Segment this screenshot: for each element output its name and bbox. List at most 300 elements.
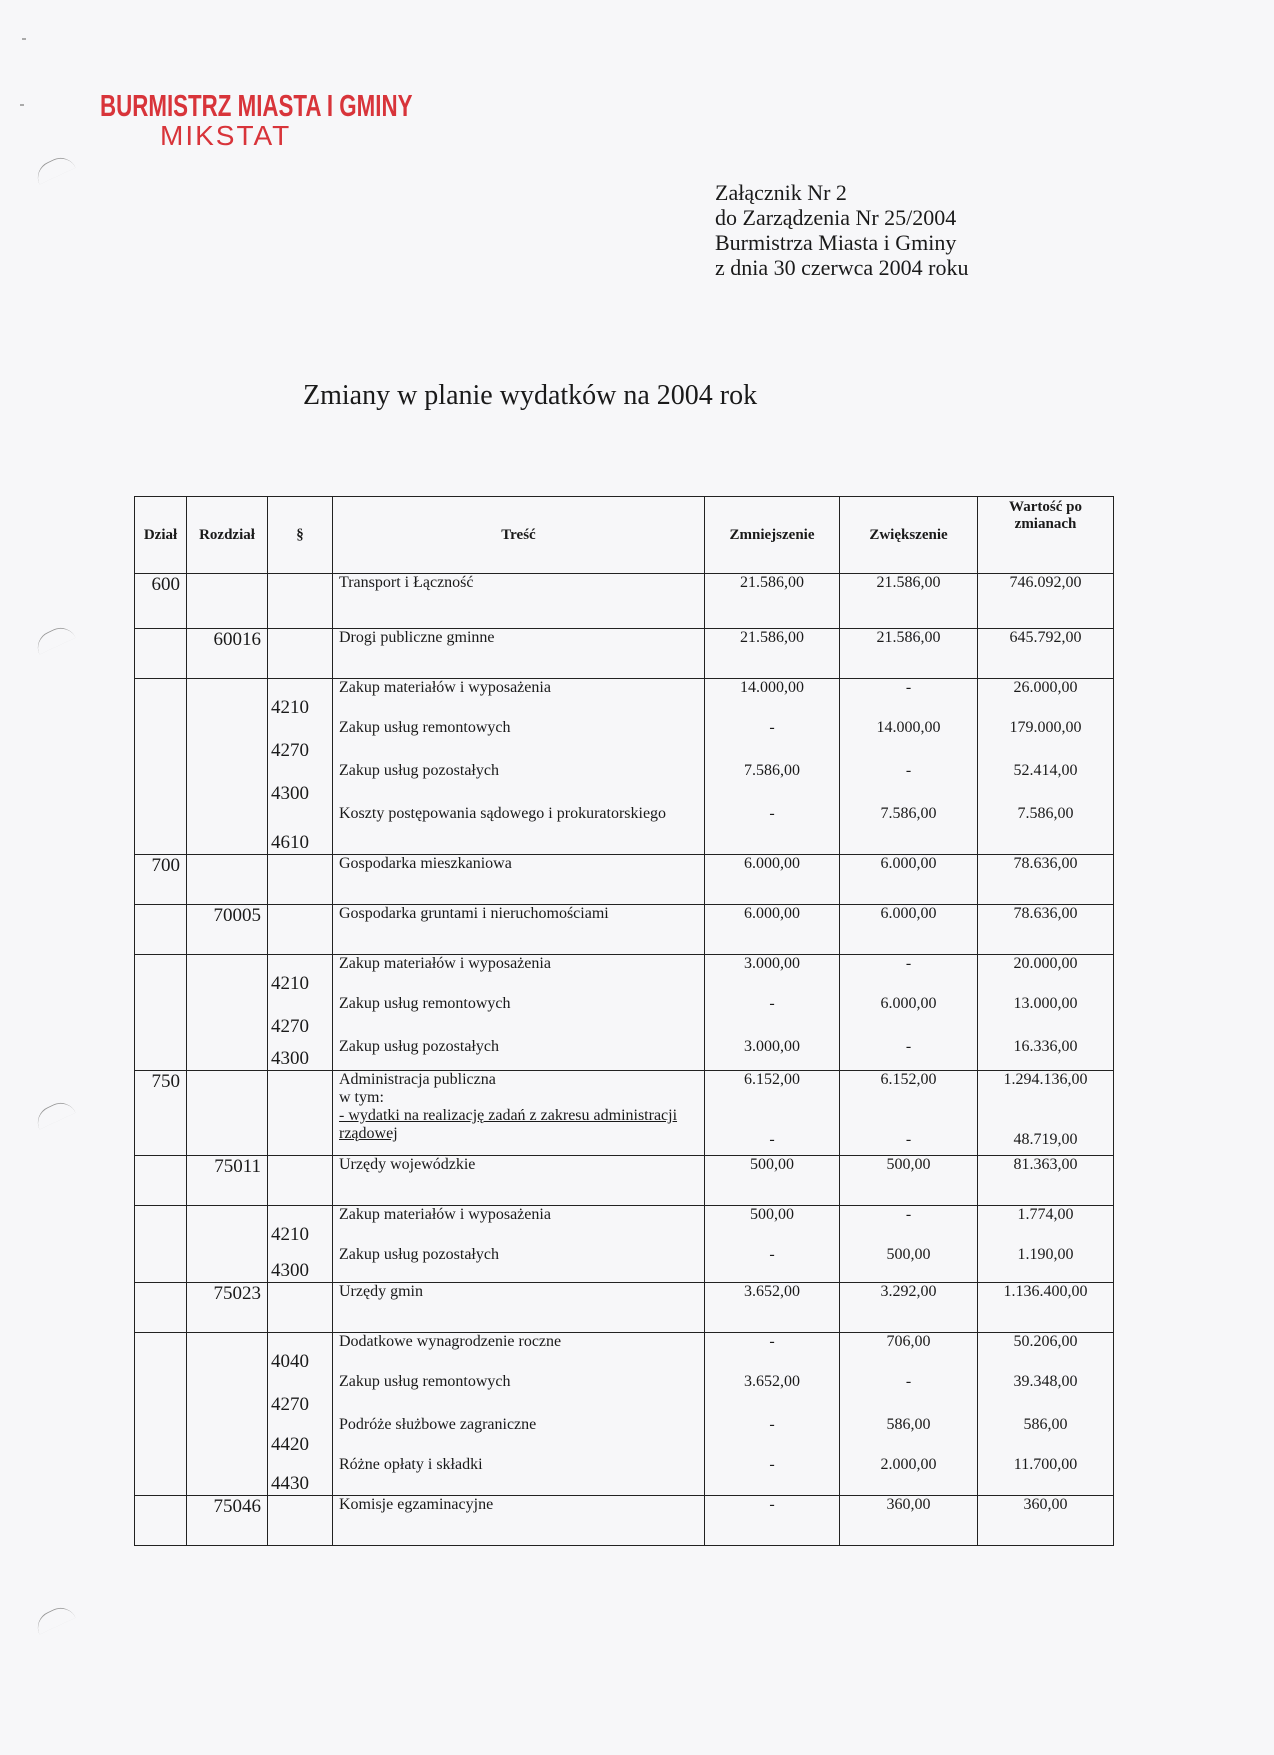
cell-dzial: [135, 1071, 187, 1156]
cell-zwiekszenie: [840, 762, 978, 805]
cell-zwiekszenie-text: -: [905, 1037, 912, 1055]
table-row: [135, 719, 1114, 762]
cell-rozdzial: [187, 995, 268, 1038]
punch-hole-mark: [32, 1097, 75, 1129]
cell-rozdzial: [187, 762, 268, 805]
scan-speck: [20, 104, 24, 106]
cell-rozdzial-text: 75046: [213, 1496, 261, 1517]
cell-zmniejszenie: [705, 574, 840, 629]
cell-rozdzial: [187, 955, 268, 995]
cell-tresc-text: Transport i Łączność: [339, 574, 474, 591]
cell-wartosc-text: 16.336,00: [1013, 1037, 1078, 1055]
cell-rozdzial-text: 75023: [213, 1283, 261, 1304]
cell-zmniejszenie: [705, 679, 840, 719]
cell-paragraf: [268, 955, 333, 995]
cell-rozdzial: [187, 719, 268, 762]
stamp-line-1: BURMISTRZ MIASTA I GMINY: [100, 88, 413, 123]
cell-zwiekszenie-text: 500,00: [886, 1245, 931, 1263]
table-row: [135, 955, 1114, 995]
cell-tresc-text: w tym:: [339, 1089, 384, 1106]
cell-paragraf-text: 4610: [271, 832, 309, 853]
document-title: Zmiany w planie wydatków na 2004 rok: [303, 380, 758, 411]
cell-zwiekszenie: [840, 1071, 978, 1156]
cell-rozdzial: [187, 1156, 268, 1206]
cell-tresc-text: Podróże służbowe zagraniczne: [339, 1415, 537, 1433]
cell-zwiekszenie: [840, 995, 978, 1038]
cell-dzial: [135, 719, 187, 762]
cell-tresc: [333, 1038, 705, 1071]
cell-zwiekszenie-text: 3.292,00: [880, 1283, 937, 1300]
cell-wartosc: [978, 719, 1114, 762]
annex-line-2: do Zarządzenia Nr 25/2004: [715, 205, 957, 230]
cell-zwiekszenie: [840, 1416, 978, 1456]
table-row: [135, 1071, 1114, 1156]
cell-wartosc-text: 26.000,00: [1013, 679, 1078, 696]
cell-zmniejszenie-text: 21.586,00: [740, 629, 804, 646]
cell-wartosc-text: 1.136.400,00: [1003, 1283, 1088, 1300]
cell-zmniejszenie-text: 3.000,00: [744, 955, 800, 972]
cell-dzial: [135, 995, 187, 1038]
cell-wartosc-text: 7.586,00: [1017, 804, 1074, 822]
cell-rozdzial: [187, 905, 268, 955]
cell-zmniejszenie-text: -: [769, 1455, 775, 1473]
cell-zwiekszenie-text: 500,00: [886, 1156, 931, 1173]
cell-zmniejszenie: [705, 855, 840, 905]
cell-wartosc-text: 48.719,00: [1013, 1131, 1078, 1148]
cell-paragraf-text: 4210: [271, 1223, 309, 1245]
cell-paragraf: [268, 1071, 333, 1156]
cell-paragraf: [268, 1373, 333, 1416]
cell-rozdzial: [187, 1456, 268, 1496]
table-header-row: [135, 497, 1114, 574]
cell-rozdzial: [187, 629, 268, 679]
cell-zmniejszenie: [705, 1156, 840, 1206]
annex-reference: [715, 180, 969, 280]
cell-dzial: [135, 574, 187, 629]
cell-paragraf-text: 4210: [271, 696, 309, 718]
table-row: [135, 1283, 1114, 1333]
header-dzial: Dział: [135, 497, 187, 574]
cell-zwiekszenie-text: -: [905, 761, 912, 779]
cell-paragraf: [268, 1246, 333, 1283]
header-wartosc: Wartość po zmianach: [978, 497, 1114, 574]
cell-wartosc: [978, 574, 1114, 629]
cell-tresc: [333, 629, 705, 679]
cell-zmniejszenie-text: 6.000,00: [744, 905, 800, 922]
table-row: [135, 1206, 1114, 1246]
cell-zwiekszenie-text: 2.000,00: [880, 1455, 937, 1473]
cell-zmniejszenie: [705, 1038, 840, 1071]
cell-zmniejszenie-text: -: [769, 1131, 775, 1148]
table-row: [135, 995, 1114, 1038]
cell-zwiekszenie-text: -: [905, 1131, 912, 1148]
cell-wartosc: [978, 679, 1114, 719]
cell-dzial: [135, 629, 187, 679]
cell-zmniejszenie-text: -: [769, 718, 775, 736]
cell-tresc-text: Zakup materiałów i wyposażenia: [339, 679, 551, 696]
cell-zwiekszenie-text: 21.586,00: [876, 629, 941, 646]
cell-zwiekszenie: [840, 1333, 978, 1373]
cell-wartosc: [978, 1333, 1114, 1373]
annex-line-3: Burmistrza Miasta i Gminy: [715, 230, 957, 255]
cell-tresc-text: Zakup usług remontowych: [339, 718, 511, 736]
cell-zmniejszenie: [705, 955, 840, 995]
table-row: [135, 905, 1114, 955]
cell-zwiekszenie-text: 7.586,00: [880, 804, 937, 822]
header-tresc: Treść: [333, 497, 705, 574]
cell-wartosc-text: 1.190,00: [1017, 1245, 1074, 1263]
cell-tresc: [333, 1283, 705, 1333]
cell-zmniejszenie-text: 500,00: [750, 1156, 794, 1173]
cell-rozdzial: [187, 1283, 268, 1333]
cell-wartosc-text: 1.774,00: [1017, 1206, 1074, 1223]
cell-zwiekszenie: [840, 1456, 978, 1496]
cell-zmniejszenie-text: -: [769, 994, 775, 1012]
cell-wartosc-text: 39.348,00: [1013, 1372, 1078, 1390]
cell-wartosc: [978, 1373, 1114, 1416]
cell-dzial: [135, 1156, 187, 1206]
cell-dzial-text: 600: [151, 574, 180, 595]
cell-tresc: [333, 762, 705, 805]
cell-paragraf: [268, 905, 333, 955]
cell-wartosc: [978, 855, 1114, 905]
table-row: [135, 1373, 1114, 1416]
header-zmniejszenie: Zmniejszenie: [705, 497, 840, 574]
cell-wartosc: [978, 1283, 1114, 1333]
cell-paragraf-text: 4270: [271, 1015, 309, 1037]
cell-zmniejszenie: [705, 1456, 840, 1496]
table-row: [135, 855, 1114, 905]
cell-dzial: [135, 955, 187, 995]
annex-line-4: z dnia 30 czerwca 2004 roku: [715, 255, 969, 280]
table-row: [135, 629, 1114, 679]
cell-zwiekszenie-text: 6.152,00: [880, 1071, 937, 1088]
cell-tresc: [333, 1071, 705, 1156]
cell-zwiekszenie: [840, 629, 978, 679]
cell-zmniejszenie: [705, 1496, 840, 1546]
cell-zwiekszenie-text: -: [905, 1206, 912, 1223]
cell-paragraf: [268, 1038, 333, 1071]
cell-tresc-text: Zakup usług pozostałych: [339, 1245, 499, 1263]
cell-paragraf: [268, 805, 333, 855]
cell-zwiekszenie: [840, 955, 978, 995]
cell-zwiekszenie: [840, 1038, 978, 1071]
cell-zmniejszenie: [705, 1206, 840, 1246]
table-row: [135, 1156, 1114, 1206]
cell-zwiekszenie-text: 6.000,00: [880, 994, 937, 1012]
cell-rozdzial: [187, 1373, 268, 1416]
cell-zmniejszenie-text: 6.152,00: [744, 1071, 800, 1088]
scan-speck: [22, 38, 26, 40]
cell-zmniejszenie-text: 3.652,00: [744, 1283, 800, 1300]
cell-zmniejszenie: [705, 1416, 840, 1456]
cell-wartosc-text: 78.636,00: [1013, 855, 1078, 872]
cell-wartosc: [978, 1206, 1114, 1246]
cell-paragraf-text: 4430: [271, 1473, 309, 1494]
cell-paragraf: [268, 855, 333, 905]
cell-zwiekszenie-text: -: [905, 955, 912, 972]
cell-tresc-text: Zakup usług remontowych: [339, 994, 511, 1012]
cell-zwiekszenie-text: 14.000,00: [876, 718, 941, 736]
table-row: [135, 1333, 1114, 1373]
cell-zmniejszenie: [705, 629, 840, 679]
cell-paragraf: [268, 719, 333, 762]
cell-paragraf-text: 4300: [271, 782, 309, 804]
cell-dzial: [135, 905, 187, 955]
punch-hole-mark: [32, 152, 75, 184]
cell-zmniejszenie-text: 14.000,00: [740, 679, 804, 696]
cell-tresc-text: Komisje egzaminacyjne: [339, 1496, 494, 1513]
cell-wartosc: [978, 1156, 1114, 1206]
cell-zmniejszenie: [705, 1283, 840, 1333]
cell-tresc: [333, 855, 705, 905]
cell-zmniejszenie-text: -: [769, 1245, 775, 1263]
cell-tresc: [333, 1246, 705, 1283]
cell-paragraf: [268, 1416, 333, 1456]
annex-line-1: Załącznik Nr 2: [715, 180, 847, 205]
cell-dzial: [135, 1283, 187, 1333]
table-row: [135, 1456, 1114, 1496]
budget-changes-table: [134, 496, 1114, 1546]
cell-dzial: [135, 1373, 187, 1416]
cell-zwiekszenie: [840, 1206, 978, 1246]
cell-paragraf: [268, 1206, 333, 1246]
cell-tresc: [333, 1333, 705, 1373]
cell-rozdzial: [187, 574, 268, 629]
cell-dzial: [135, 1496, 187, 1546]
cell-wartosc-text: 13.000,00: [1013, 994, 1078, 1012]
table-row: [135, 574, 1114, 629]
cell-dzial: [135, 1038, 187, 1071]
cell-tresc-text: Gospodarka gruntami i nieruchomościami: [339, 905, 609, 922]
cell-tresc: [333, 1156, 705, 1206]
cell-zmniejszenie-text: -: [769, 1333, 775, 1350]
cell-dzial: [135, 805, 187, 855]
cell-dzial: [135, 855, 187, 905]
cell-rozdzial: [187, 805, 268, 855]
table-row: [135, 805, 1114, 855]
cell-paragraf: [268, 762, 333, 805]
cell-zwiekszenie: [840, 1283, 978, 1333]
cell-zmniejszenie: [705, 762, 840, 805]
table-row: [135, 1496, 1114, 1546]
cell-zmniejszenie-text: 3.652,00: [744, 1372, 800, 1390]
cell-dzial: [135, 762, 187, 805]
cell-zwiekszenie-text: 6.000,00: [880, 905, 937, 922]
cell-rozdzial: [187, 1038, 268, 1071]
cell-wartosc: [978, 805, 1114, 855]
cell-tresc: [333, 1456, 705, 1496]
cell-wartosc: [978, 995, 1114, 1038]
punch-hole-mark: [32, 622, 75, 654]
stamp-line-2: MIKSTAT: [160, 120, 292, 151]
cell-paragraf: [268, 1283, 333, 1333]
cell-tresc: [333, 805, 705, 855]
cell-rozdzial: [187, 1496, 268, 1546]
cell-zwiekszenie: [840, 1156, 978, 1206]
cell-paragraf: [268, 1496, 333, 1546]
cell-tresc: [333, 955, 705, 995]
cell-zwiekszenie: [840, 1373, 978, 1416]
header-paragraf: §: [268, 497, 333, 574]
cell-zwiekszenie: [840, 719, 978, 762]
cell-wartosc: [978, 1038, 1114, 1071]
cell-paragraf: [268, 995, 333, 1038]
cell-tresc-text: Zakup usług pozostałych: [339, 761, 499, 779]
cell-zmniejszenie-text: -: [769, 1415, 775, 1433]
cell-tresc-text: Urzędy gmin: [339, 1283, 423, 1300]
cell-wartosc: [978, 955, 1114, 995]
cell-zmniejszenie: [705, 719, 840, 762]
cell-wartosc-text: 746.092,00: [1009, 574, 1082, 591]
cell-wartosc-text: 50.206,00: [1013, 1333, 1078, 1350]
table-row: [135, 762, 1114, 805]
cell-tresc-text: Zakup usług remontowych: [339, 1372, 511, 1390]
cell-tresc: [333, 995, 705, 1038]
cell-zmniejszenie-text: -: [769, 1496, 775, 1513]
cell-zwiekszenie: [840, 1246, 978, 1283]
cell-zmniejszenie-text: 7.586,00: [744, 761, 800, 779]
cell-wartosc-text: 11.700,00: [1013, 1455, 1078, 1473]
table-row: [135, 1416, 1114, 1456]
cell-paragraf-text: 4040: [271, 1350, 309, 1372]
cell-wartosc-text: 179.000,00: [1009, 718, 1082, 736]
cell-zmniejszenie: [705, 1333, 840, 1373]
cell-wartosc: [978, 1496, 1114, 1546]
cell-zmniejszenie: [705, 1246, 840, 1283]
cell-wartosc: [978, 1456, 1114, 1496]
cell-wartosc: [978, 762, 1114, 805]
cell-paragraf-text: 4210: [271, 972, 309, 994]
cell-tresc-text: Dodatkowe wynagrodzenie roczne: [339, 1333, 562, 1350]
table-row: [135, 1246, 1114, 1283]
cell-tresc-text: Zakup materiałów i wyposażenia: [339, 955, 551, 972]
cell-tresc: [333, 679, 705, 719]
cell-tresc: [333, 1496, 705, 1546]
cell-zwiekszenie: [840, 855, 978, 905]
cell-dzial: [135, 1333, 187, 1373]
cell-tresc-text: Drogi publiczne gminne: [339, 629, 495, 646]
cell-zmniejszenie: [705, 995, 840, 1038]
cell-tresc-text: Administracja publiczna: [339, 1071, 496, 1088]
cell-paragraf: [268, 1333, 333, 1373]
cell-paragraf-text: 4420: [271, 1433, 309, 1455]
cell-paragraf: [268, 629, 333, 679]
cell-rozdzial-text: 75011: [214, 1156, 261, 1177]
cell-tresc-text: Koszty postępowania sądowego i prokuratorskiego: [339, 804, 667, 822]
cell-wartosc: [978, 1071, 1114, 1156]
table-row: [135, 1038, 1114, 1071]
cell-tresc: [333, 719, 705, 762]
cell-tresc-text: - wydatki na realizację zadań z zakresu administracji rządowej: [339, 1107, 678, 1142]
cell-zmniejszenie-text: 500,00: [750, 1206, 794, 1223]
cell-zwiekszenie-text: 706,00: [886, 1333, 931, 1350]
cell-zmniejszenie: [705, 1071, 840, 1156]
cell-paragraf: [268, 574, 333, 629]
cell-dzial-text: 750: [151, 1071, 180, 1092]
cell-tresc: [333, 574, 705, 629]
cell-dzial-text: 700: [151, 855, 180, 876]
cell-zmniejszenie-text: 6.000,00: [744, 855, 800, 872]
cell-paragraf-text: 4270: [271, 1393, 309, 1415]
cell-zwiekszenie: [840, 679, 978, 719]
cell-zwiekszenie-text: 360,00: [886, 1496, 931, 1513]
cell-zmniejszenie: [705, 805, 840, 855]
cell-paragraf-text: 4300: [271, 1048, 309, 1069]
cell-wartosc: [978, 629, 1114, 679]
cell-rozdzial: [187, 1333, 268, 1373]
cell-zmniejszenie-text: -: [769, 804, 775, 822]
cell-dzial: [135, 1206, 187, 1246]
cell-wartosc-text: 645.792,00: [1009, 629, 1082, 646]
cell-wartosc-text: 52.414,00: [1013, 761, 1078, 779]
cell-rozdzial: [187, 855, 268, 905]
cell-zwiekszenie-text: -: [905, 1372, 912, 1390]
cell-paragraf: [268, 679, 333, 719]
cell-dzial: [135, 1246, 187, 1283]
cell-wartosc-text: 81.363,00: [1013, 1156, 1078, 1173]
cell-dzial: [135, 1456, 187, 1496]
cell-zmniejszenie-text: 3.000,00: [744, 1037, 800, 1055]
cell-zwiekszenie: [840, 805, 978, 855]
cell-tresc-text: Zakup materiałów i wyposażenia: [339, 1206, 551, 1223]
cell-dzial: [135, 679, 187, 719]
cell-zwiekszenie: [840, 574, 978, 629]
cell-tresc-text: Różne opłaty i składki: [339, 1455, 483, 1473]
cell-wartosc-text: 586,00: [1023, 1415, 1068, 1433]
cell-wartosc: [978, 1246, 1114, 1283]
header-zwiekszenie: Zwiększenie: [840, 497, 978, 574]
cell-paragraf-text: 4270: [271, 739, 309, 761]
cell-rozdzial-text: 60016: [213, 629, 261, 650]
cell-zwiekszenie: [840, 905, 978, 955]
cell-paragraf: [268, 1156, 333, 1206]
punch-hole-mark: [32, 1602, 75, 1634]
cell-zwiekszenie: [840, 1496, 978, 1546]
cell-wartosc-text: 20.000,00: [1013, 955, 1078, 972]
cell-zmniejszenie: [705, 1373, 840, 1416]
cell-dzial: [135, 1416, 187, 1456]
cell-tresc: [333, 1206, 705, 1246]
cell-wartosc: [978, 1416, 1114, 1456]
cell-wartosc: [978, 905, 1114, 955]
cell-zwiekszenie-text: 21.586,00: [876, 574, 941, 591]
cell-paragraf-text: 4300: [271, 1260, 309, 1281]
cell-paragraf: [268, 1456, 333, 1496]
cell-rozdzial: [187, 679, 268, 719]
table-row: [135, 679, 1114, 719]
cell-rozdzial: [187, 1071, 268, 1156]
cell-rozdzial-text: 70005: [213, 905, 261, 926]
cell-zwiekszenie-text: 6.000,00: [880, 855, 937, 872]
cell-wartosc-text: 1.294.136,00: [1003, 1071, 1088, 1088]
cell-wartosc-text: 78.636,00: [1013, 905, 1078, 922]
cell-tresc-text: Gospodarka mieszkaniowa: [339, 855, 512, 872]
cell-zmniejszenie: [705, 905, 840, 955]
cell-zwiekszenie-text: 586,00: [886, 1415, 931, 1433]
mayor-stamp: [100, 88, 534, 152]
cell-rozdzial: [187, 1416, 268, 1456]
cell-tresc: [333, 905, 705, 955]
header-rozdzial: Rozdział: [187, 497, 268, 574]
cell-tresc: [333, 1373, 705, 1416]
cell-tresc-text: Urzędy wojewódzkie: [339, 1156, 476, 1173]
cell-tresc: [333, 1416, 705, 1456]
cell-wartosc-text: 360,00: [1023, 1496, 1068, 1513]
cell-rozdzial: [187, 1246, 268, 1283]
cell-zwiekszenie-text: -: [905, 679, 912, 696]
cell-rozdzial: [187, 1206, 268, 1246]
